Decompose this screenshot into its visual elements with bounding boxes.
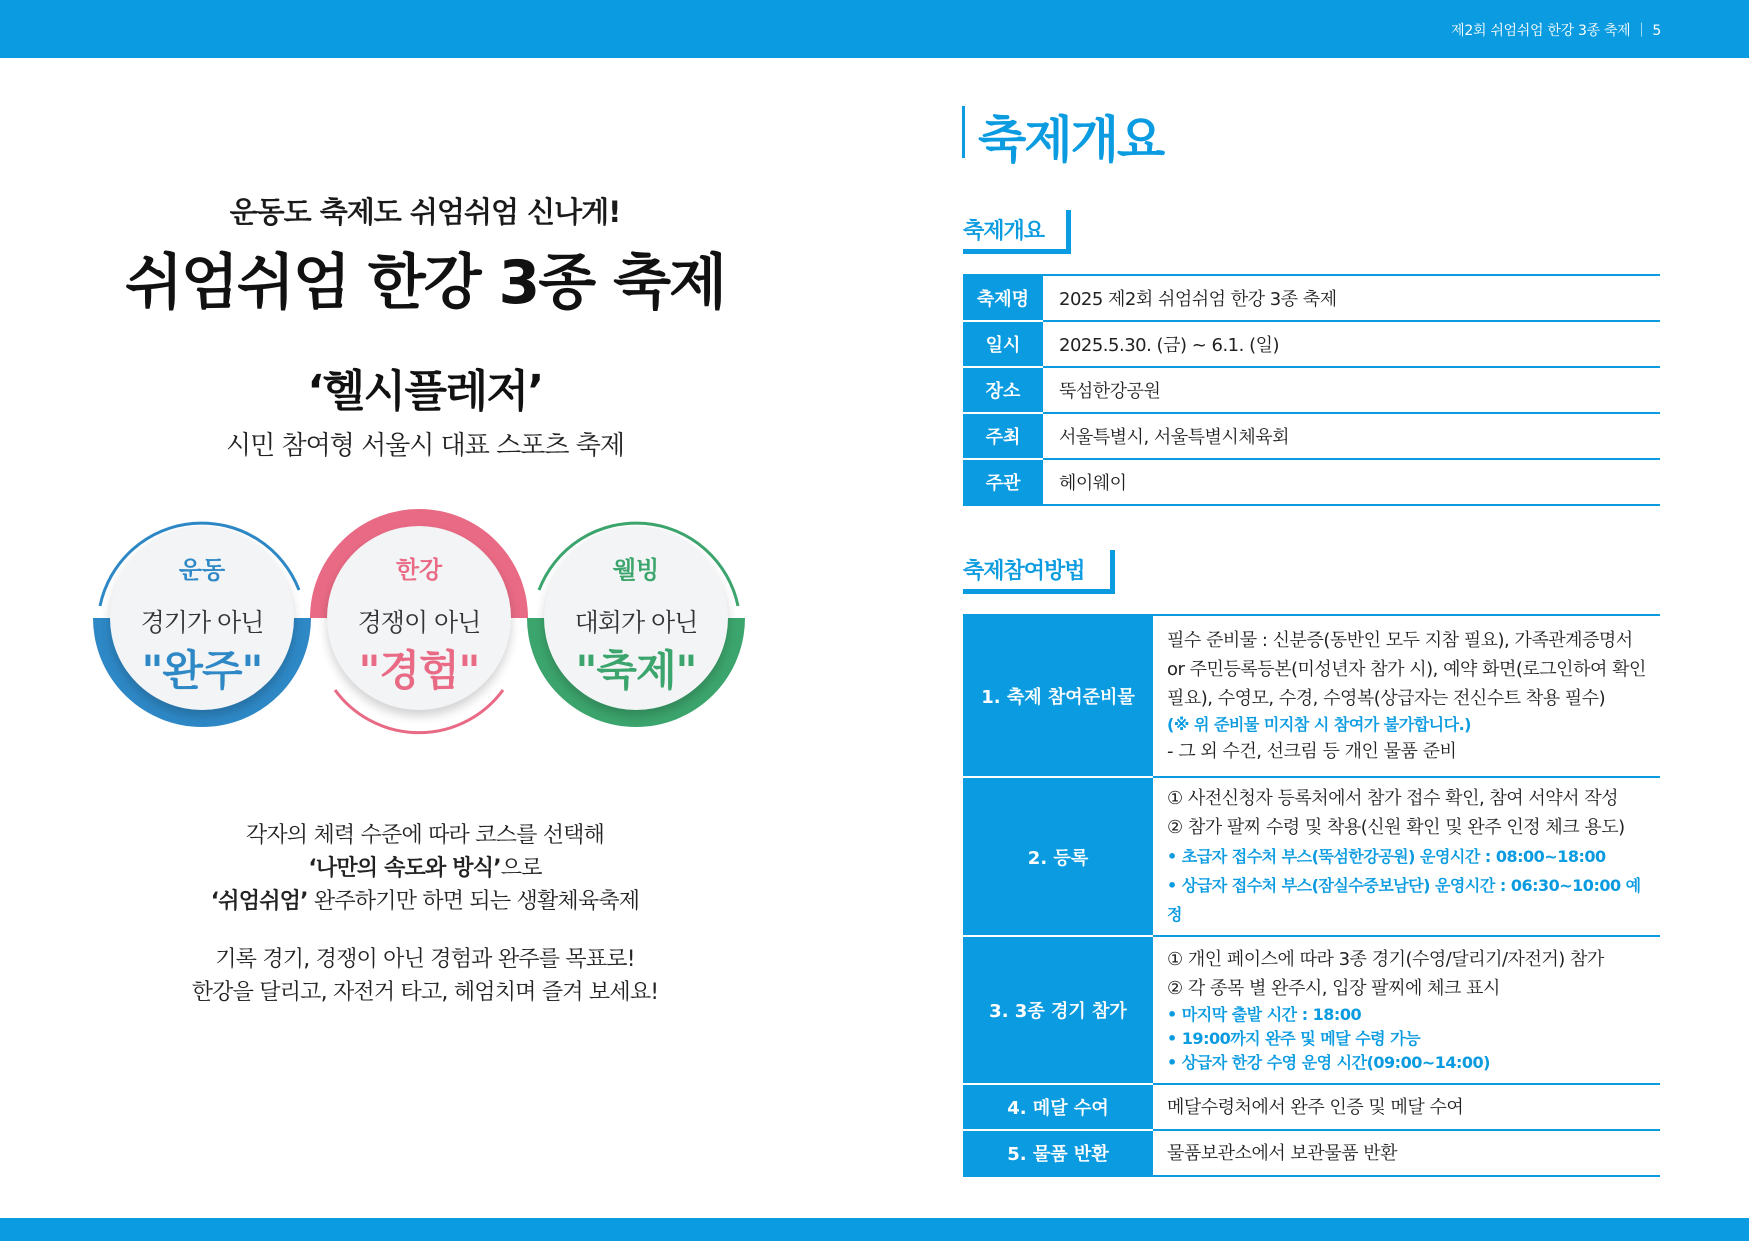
header-text: 제2회 쉬엄쉬엄 한강 3종 축제 ｜ 5 bbox=[1451, 23, 1661, 39]
step-note: • 상급자 접수처 부스(잠실수중보남단) 운영시간 : 06:30~10:00 예정 bbox=[1167, 876, 1641, 924]
table-row bbox=[963, 777, 1660, 936]
table-row bbox=[963, 459, 1660, 505]
participation-table bbox=[963, 614, 1660, 1177]
step-note: • 초급자 접수처 부스(뚝섬한강공원) 운영시간 : 08:00~18:00 bbox=[1167, 847, 1606, 866]
table-row bbox=[963, 367, 1660, 413]
circle-quote: "경험" bbox=[358, 646, 480, 695]
circle-line: 대회가 아닌 bbox=[574, 608, 698, 637]
row-value: 2025 제2회 쉬엄쉬엄 한강 3종 축제 bbox=[1043, 275, 1660, 321]
row-value: 서울특별시, 서울특별시체육회 bbox=[1043, 413, 1660, 459]
desc-emphasis: ‘쉬엄쉬엄’ bbox=[210, 889, 308, 914]
table-row bbox=[963, 275, 1660, 321]
overview-subtitle: 축제개요 bbox=[963, 219, 1045, 244]
row-value: 2025.5.30. (금) ~ 6.1. (일) bbox=[1043, 321, 1660, 367]
row-value: 메달수령처에서 완주 인증 및 메달 수여 bbox=[1153, 1084, 1660, 1130]
row-label: 주최 bbox=[963, 413, 1043, 459]
row-label: 3. 3종 경기 참가 bbox=[963, 936, 1153, 1084]
prep-extra: - 그 외 수건, 선크림 등 개인 물품 준비 bbox=[1167, 741, 1457, 762]
section-marker bbox=[962, 106, 965, 158]
row-label: 일시 bbox=[963, 321, 1043, 367]
circle-hangang bbox=[311, 510, 527, 726]
desc-emphasis: ‘나만의 속도와 방식’ bbox=[308, 856, 501, 881]
section-title: 축제개요 bbox=[978, 111, 1164, 169]
main-title: 쉬엄쉬엄 한강 3종 축제 bbox=[124, 248, 726, 318]
step-line: ② 참가 팔찌 수령 및 착용(신원 확인 및 완주 인정 체크 용도) bbox=[1167, 817, 1625, 838]
circle-quote: "완주" bbox=[141, 646, 263, 695]
step-note: • 마지막 출발 시간 : 18:00 bbox=[1167, 1005, 1362, 1024]
overview-table bbox=[963, 274, 1660, 506]
row-value bbox=[1153, 936, 1660, 1084]
table-row bbox=[963, 1130, 1660, 1176]
table-row bbox=[963, 615, 1660, 777]
circle-label: 한강 bbox=[395, 556, 443, 584]
row-label: 5. 물품 반환 bbox=[963, 1130, 1153, 1176]
row-label: 1. 축제 참여준비물 bbox=[963, 615, 1153, 777]
footer-bar bbox=[0, 1218, 1749, 1241]
table-row bbox=[963, 413, 1660, 459]
brand-title: ‘헬시플레저’ bbox=[307, 366, 543, 417]
row-label: 장소 bbox=[963, 367, 1043, 413]
row-value bbox=[1153, 777, 1660, 936]
desc-text: 으로 bbox=[500, 856, 542, 881]
row-label: 2. 등록 bbox=[963, 777, 1153, 936]
header-bar bbox=[0, 0, 1749, 58]
table-row bbox=[963, 936, 1660, 1084]
row-value bbox=[1153, 615, 1660, 777]
overview-subtitle-box bbox=[963, 210, 1071, 254]
desc-line: 기록 경기, 경쟁이 아닌 경험과 완주를 목표로! bbox=[215, 947, 635, 972]
row-label: 4. 메달 수여 bbox=[963, 1084, 1153, 1130]
desc-line: 각자의 체력 수준에 따라 코스를 선택해 bbox=[245, 823, 605, 848]
circle-label: 운동 bbox=[178, 556, 226, 584]
step-line: ② 각 종목 별 완주시, 입장 팔찌에 체크 표시 bbox=[1167, 978, 1500, 999]
row-value: 헤이웨이 bbox=[1043, 459, 1660, 505]
desc-line bbox=[0, 851, 850, 882]
step-line: ① 사전신청자 등록처에서 참가 접수 확인, 참여 서약서 작성 bbox=[1167, 788, 1619, 809]
desc-line: 한강을 달리고, 자전거 타고, 헤엄치며 즐겨 보세요! bbox=[191, 980, 659, 1005]
row-label: 축제명 bbox=[963, 275, 1043, 321]
row-value: 뚝섬한강공원 bbox=[1043, 367, 1660, 413]
desc-line bbox=[0, 884, 850, 915]
table-row bbox=[963, 1084, 1660, 1130]
circle-line: 경쟁이 아닌 bbox=[357, 608, 481, 637]
tagline: 운동도 축제도 쉬엄쉬엄 신나게! bbox=[229, 195, 621, 229]
prep-text: 필수 준비물 : 신분증(동반인 모두 지참 필요), 가족관계증명서 or 주민등록등본(미성년자 참가 시), 예약 화면(로그인하여 확인 필요), 수영모, 수경, 수영복(상급자는 전신수트 착용 필수) bbox=[1167, 630, 1646, 709]
desc-text: 완주하기만 하면 되는 생활체육축제 bbox=[307, 889, 640, 914]
circle-wellbeing bbox=[528, 510, 744, 726]
step-line: ① 개인 페이스에 따라 3종 경기(수영/달리기/자전거) 참가 bbox=[1167, 949, 1604, 970]
step-note: • 19:00까지 완주 및 메달 수령 가능 bbox=[1167, 1029, 1421, 1048]
row-label: 주관 bbox=[963, 459, 1043, 505]
circle-line: 경기가 아닌 bbox=[140, 608, 264, 637]
table-row bbox=[963, 321, 1660, 367]
step-note: • 상급자 한강 수영 운영 시간(09:00~14:00) bbox=[1167, 1053, 1490, 1072]
row-value: 물품보관소에서 보관물품 반환 bbox=[1153, 1130, 1660, 1176]
circle-exercise bbox=[94, 510, 310, 726]
participation-subtitle: 축제참여방법 bbox=[963, 559, 1085, 584]
prep-warning: (※ 위 준비물 미지참 시 참여가 불가합니다.) bbox=[1167, 715, 1471, 734]
participation-subtitle-box bbox=[963, 550, 1115, 594]
circle-quote: "축제" bbox=[575, 646, 697, 695]
circle-label: 웰빙 bbox=[612, 556, 660, 584]
brand-subtitle: 시민 참여형 서울시 대표 스포츠 축제 bbox=[225, 431, 625, 461]
